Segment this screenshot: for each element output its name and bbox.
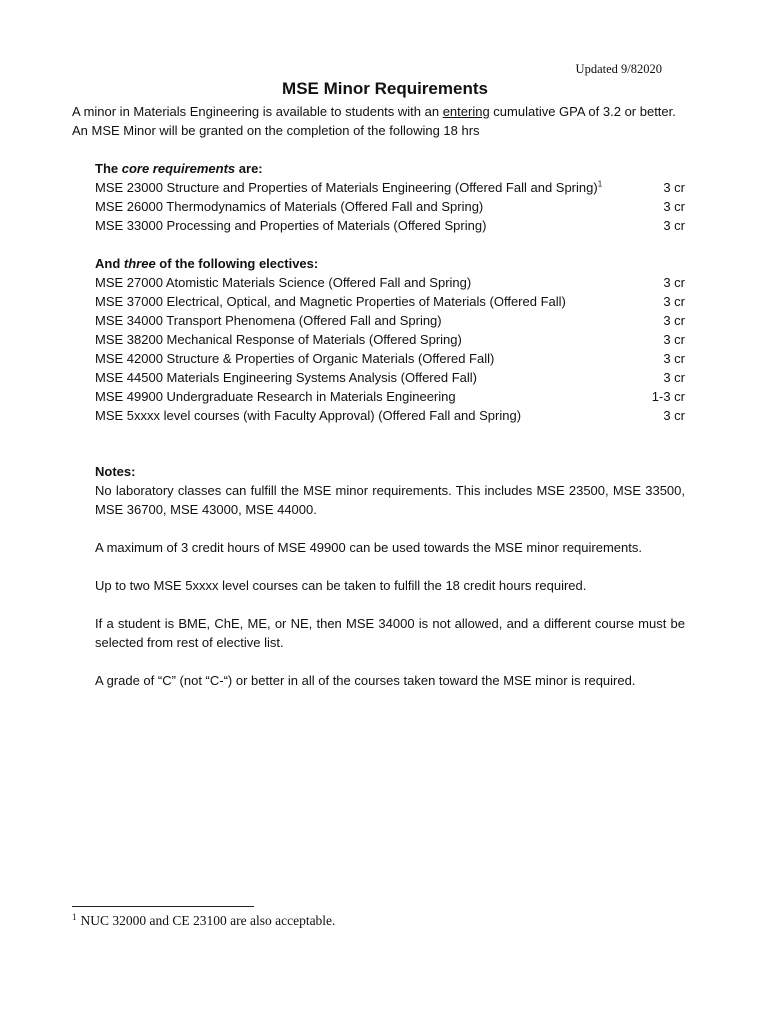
core-heading-post: are: — [235, 161, 263, 176]
elective-course-row — [95, 330, 685, 349]
electives-heading-em: three — [123, 256, 156, 271]
course-credits: 3 cr — [663, 218, 685, 233]
elective-course-row — [95, 311, 685, 330]
course-credits: 3 cr — [663, 351, 685, 366]
course-credits: 3 cr — [663, 370, 685, 385]
electives-heading — [95, 254, 685, 273]
course-credits: 3 cr — [663, 294, 685, 309]
core-course-row — [95, 178, 685, 197]
course-credits: 3 cr — [663, 408, 685, 423]
course-name: MSE 34000 Transport Phenomena (Offered Fall and Spring) — [95, 313, 442, 328]
note-item: Up to two MSE 5xxxx level courses can be taken to fulfill the 18 credit hours required. — [95, 578, 587, 593]
note-item: No laboratory classes can fulfill the MSE minor requirements. This includes MSE 23500, MSE 33500, MSE 36700, MSE 43000, MSE 44000. — [95, 483, 685, 517]
notes-section — [95, 462, 685, 519]
course-name: MSE 26000 Thermodynamics of Materials (Offered Fall and Spring) — [95, 199, 484, 214]
footnote-mark: 1 — [72, 911, 77, 922]
footnote-divider — [72, 906, 254, 907]
course-credits: 3 cr — [663, 180, 685, 195]
electives-section — [95, 254, 685, 425]
core-heading-pre: The — [95, 161, 122, 176]
note-item: A grade of “C” (not “C-“) or better in all of the courses taken toward the MSE minor is required. — [95, 673, 636, 688]
intro-underlined-word: entering — [442, 104, 490, 119]
footnote-text: NUC 32000 and CE 23100 are also acceptable. — [80, 913, 336, 928]
course-name: MSE 37000 Electrical, Optical, and Magnetic Properties of Materials (Offered Fall) — [95, 294, 566, 309]
page-title: MSE Minor Requirements — [282, 79, 488, 98]
note-item: If a student is BME, ChE, ME, or NE, then MSE 34000 is not allowed, and a different course must be selected from rest of elective list. — [95, 616, 685, 650]
intro-text-before: A minor in Materials Engineering is available to students with an — [72, 104, 443, 119]
course-credits: 3 cr — [663, 199, 685, 214]
intro-text-after: cumulative GPA of 3.2 or better. An MSE Minor will be granted on the completion of the following 18 hrs — [72, 104, 676, 138]
elective-course-row — [95, 406, 685, 425]
course-credits: 3 cr — [663, 275, 685, 290]
elective-course-row — [95, 387, 685, 406]
elective-course-row — [95, 349, 685, 368]
core-requirements-section — [95, 159, 685, 235]
core-course-row — [95, 197, 685, 216]
course-name: MSE 27000 Atomistic Materials Science (Offered Fall and Spring) — [95, 275, 472, 290]
core-heading-em: core requirements — [121, 161, 236, 176]
core-course-row — [95, 216, 685, 235]
footnote-ref: 1 — [597, 179, 603, 189]
course-credits: 3 cr — [663, 332, 685, 347]
course-name: MSE 42000 Structure & Properties of Organic Materials (Offered Fall) — [95, 351, 495, 366]
course-name: MSE 44500 Materials Engineering Systems Analysis (Offered Fall) — [95, 370, 477, 385]
elective-course-row — [95, 273, 685, 292]
electives-heading-pre: And — [95, 256, 124, 271]
updated-date: Updated 9/82020 — [575, 62, 662, 76]
footnote — [72, 913, 335, 929]
course-credits: 3 cr — [663, 313, 685, 328]
core-heading — [95, 159, 685, 178]
electives-heading-post: of the following electives: — [155, 256, 319, 271]
course-name: MSE 23000 Structure and Properties of Materials Engineering (Offered Fall and Spring)$^1$ — [95, 179, 603, 195]
course-name: MSE 38200 Mechanical Response of Materials (Offered Spring) — [95, 332, 462, 347]
elective-course-row — [95, 292, 685, 311]
course-name: MSE 33000 Processing and Properties of Materials (Offered Spring) — [95, 218, 487, 233]
course-credits: 1-3 cr — [651, 389, 685, 404]
note-item: A maximum of 3 credit hours of MSE 49900 can be used towards the MSE minor requirements. — [95, 540, 642, 555]
course-name: MSE 5xxxx level courses (with Faculty Approval) (Offered Fall and Spring) — [95, 408, 522, 423]
elective-course-row — [95, 368, 685, 387]
course-name: MSE 49900 Undergraduate Research in Materials Engineering — [95, 389, 456, 404]
notes-heading: Notes: — [95, 464, 136, 479]
intro-paragraph — [72, 102, 684, 140]
